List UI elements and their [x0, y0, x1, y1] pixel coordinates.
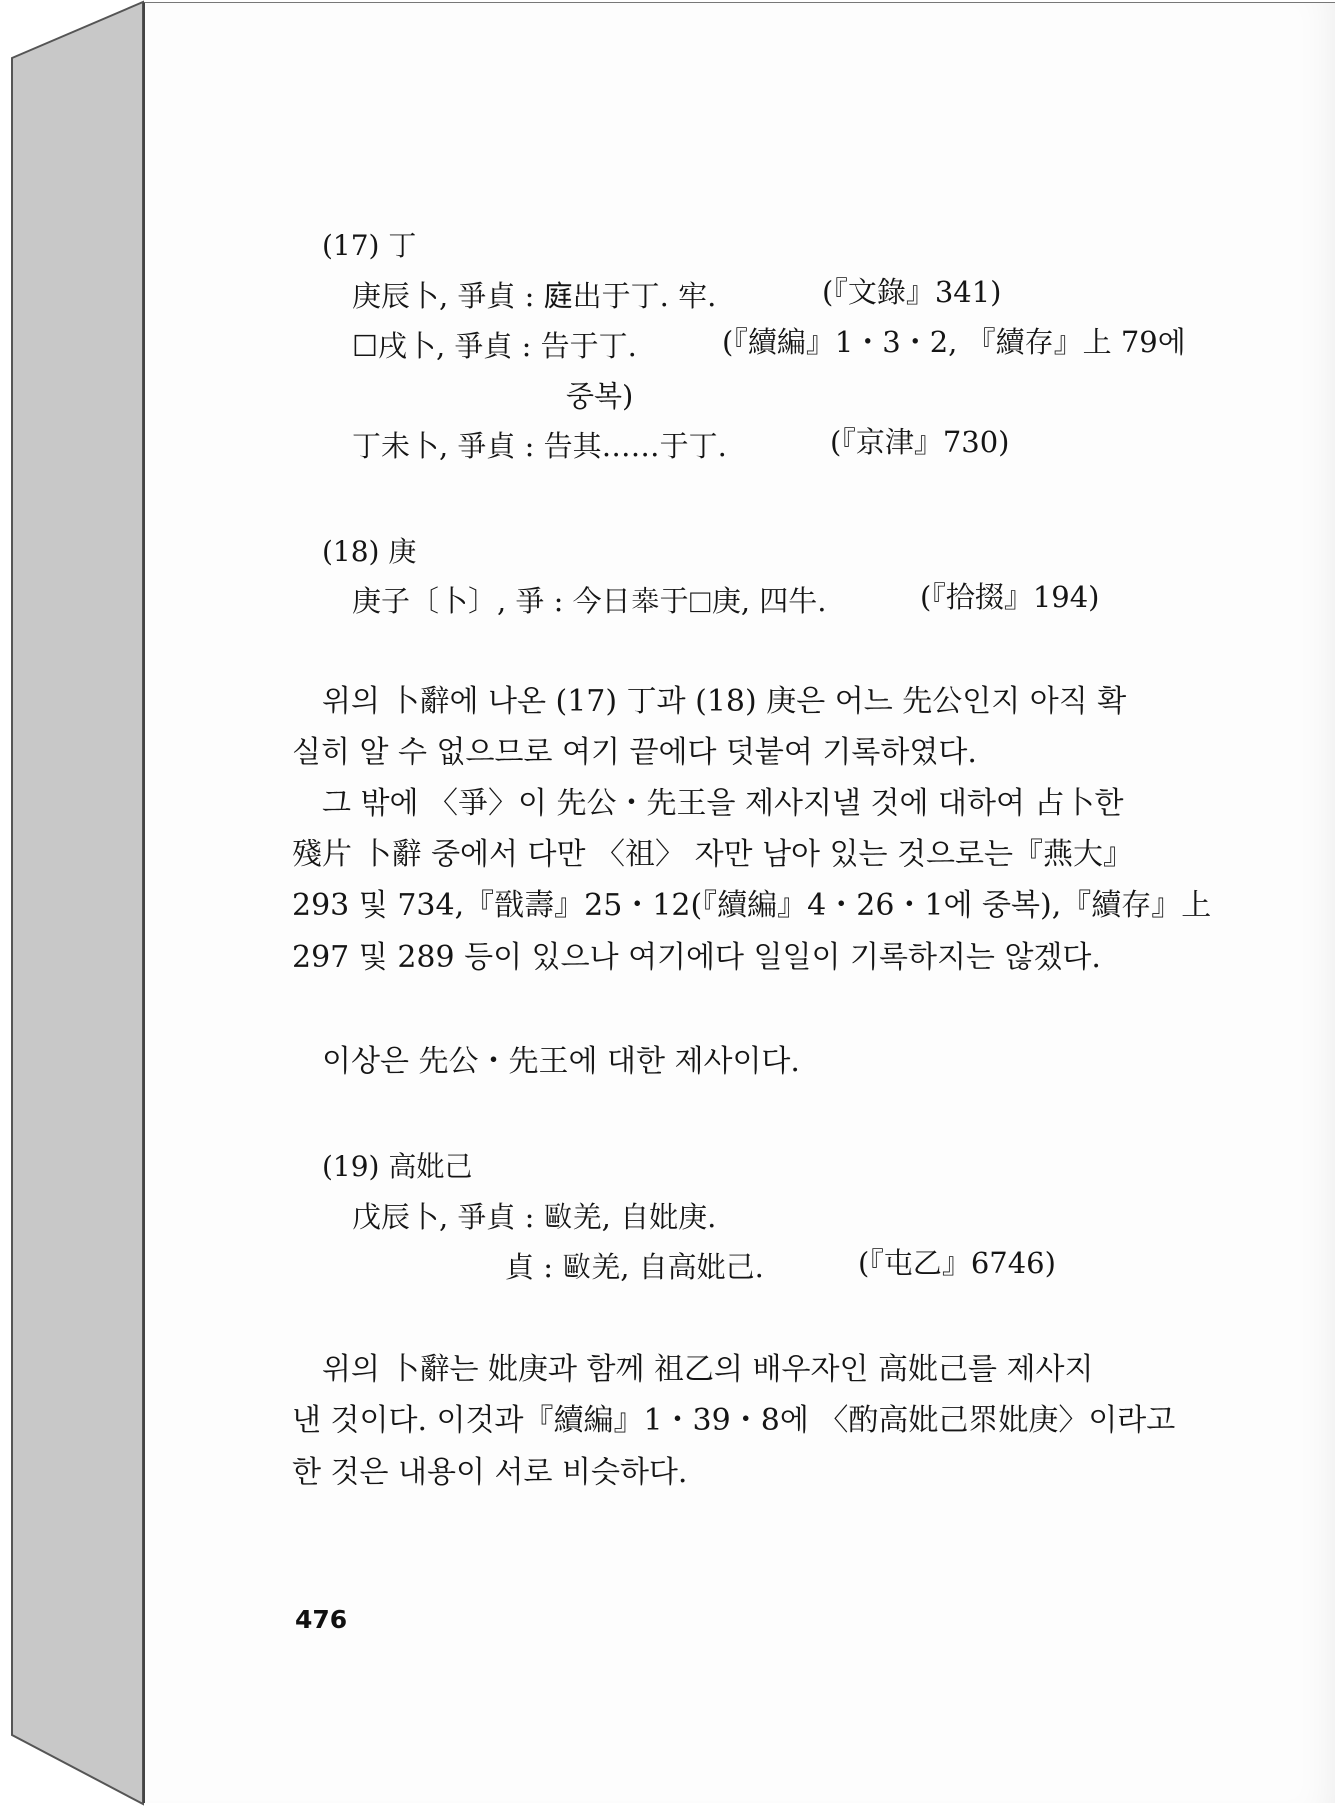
paragraph-line: 이상은 先公・先王에 대한 제사이다. — [322, 1044, 800, 1079]
inscription-ref: (『京津』730) — [830, 425, 1010, 459]
inscription-ref: (『文錄』341) — [822, 275, 1002, 309]
inscription-text: 𢿛羌, 自妣庚. — [543, 1200, 717, 1234]
book-spine — [0, 0, 145, 1806]
inscription-line — [352, 584, 827, 618]
inscription-prefix: 庚辰卜, 爭貞 : — [352, 279, 544, 313]
inscription-ref: (『拾掇』194) — [920, 580, 1100, 614]
paragraph-line: 293 및 734,『戩壽』25・12(『續編』4・26・1에 중복),『續存』上 — [292, 888, 1212, 923]
inscription-text: 今日𠦪于☐庚, 四牛. — [572, 584, 827, 618]
inscription-line — [352, 329, 637, 363]
inscription-ref: (『續編』1・3・2, 『續存』上 79에 — [722, 325, 1186, 359]
inscription-text: 𨓍出于丁. 牢. — [543, 279, 717, 313]
inscription-prefix: ☐戌卜, 爭貞 : — [352, 329, 541, 363]
section-19-heading: (19) 高妣己 — [322, 1150, 473, 1183]
inscription-continuation: 중복) — [566, 379, 634, 413]
page-number: 476 — [295, 1605, 348, 1634]
inscription-text: 告于丁. — [540, 329, 637, 363]
section-18-heading: (18) 庚 — [322, 535, 417, 568]
inscription-text: 告其……于丁. — [543, 429, 727, 463]
inscription-text: 𢿛羌, 自高妣己. — [562, 1250, 764, 1284]
section-17-heading: (17) 丁 — [322, 229, 417, 262]
paragraph-line: 낸 것이다. 이것과『續編』1・39・8에 〈酌高妣己眔妣庚〉이라고 — [292, 1403, 1176, 1438]
paragraph-line: 한 것은 내용이 서로 비슷하다. — [292, 1455, 688, 1490]
inscription-line — [352, 1200, 717, 1234]
inscription-prefix: 庚子〔卜〕, 爭 : — [352, 584, 573, 618]
inscription-line — [505, 1250, 764, 1284]
paragraph-line: 그 밖에 〈爭〉이 先公・先王을 제사지낼 것에 대하여 占卜한 — [322, 786, 1124, 821]
paragraph-line: 殘片 卜辭 중에서 다만 〈祖〉 자만 남아 있는 것으로는『燕大』 — [292, 837, 1133, 872]
inscription-line — [352, 429, 727, 463]
paragraph-line: 위의 卜辭는 妣庚과 함께 祖乙의 배우자인 高妣己를 제사지 — [322, 1352, 1094, 1387]
paragraph-line: 297 및 289 등이 있으나 여기에다 일일이 기록하지는 않겠다. — [292, 940, 1101, 975]
inscription-prefix: 丁未卜, 爭貞 : — [352, 429, 544, 463]
inscription-prefix: 戊辰卜, 爭貞 : — [352, 1200, 544, 1234]
paragraph-line: 실히 알 수 없으므로 여기 끝에다 덧붙여 기록하였다. — [292, 735, 977, 770]
inscription-prefix: 貞 : — [505, 1250, 563, 1284]
inscription-line — [352, 279, 717, 313]
paragraph-line: 위의 卜辭에 나온 (17) 丁과 (18) 庚은 어느 先公인지 아직 확 — [322, 684, 1127, 719]
inscription-ref: (『屯乙』6746) — [858, 1246, 1056, 1280]
